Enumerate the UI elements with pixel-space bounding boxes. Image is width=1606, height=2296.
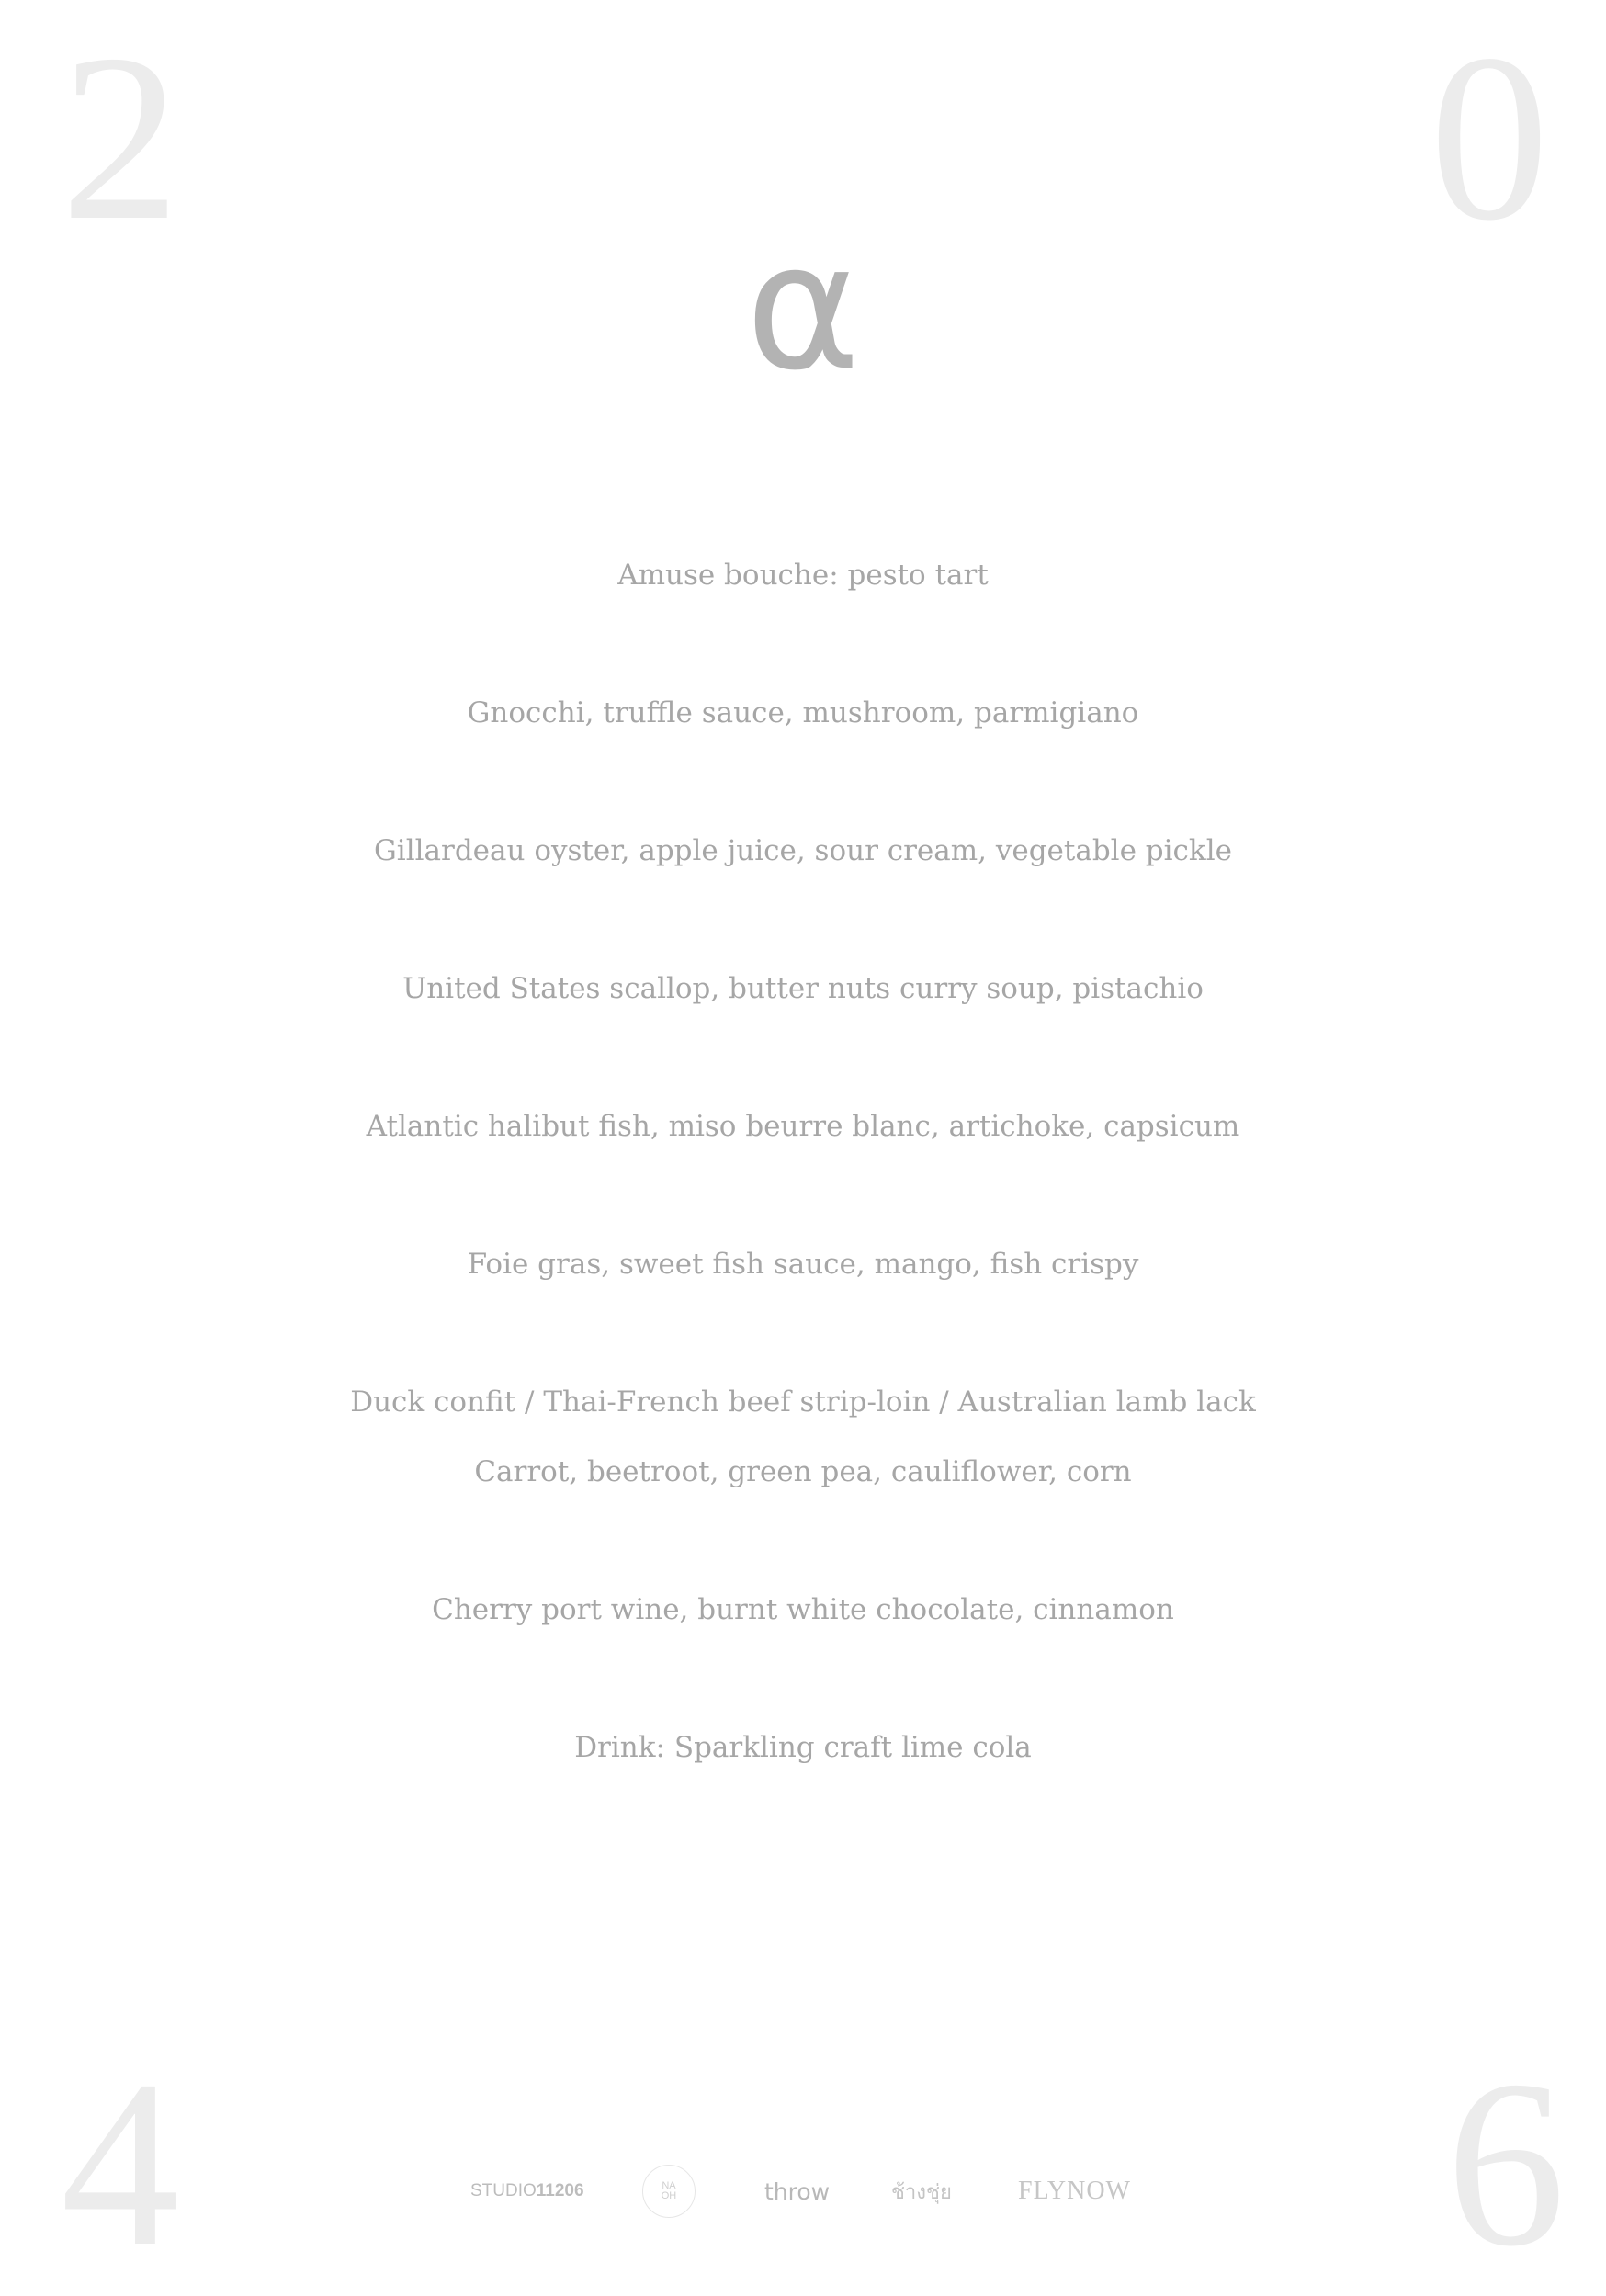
throw-logo: throw (764, 2177, 831, 2205)
circle-logo-ring (642, 2165, 696, 2218)
sponsor-logos (0, 2159, 1606, 2223)
corner-numeral-top-right: 0 (1430, 6, 1549, 270)
studio-logo-number: 11206 (536, 2181, 584, 2200)
menu-item-foie-gras: Foie gras, sweet fish sauce, mango, fish crispy (467, 1248, 1139, 1281)
menu-item-main-course: Duck confit / Thai-French beef strip-loin / Australian lamb lack (350, 1386, 1256, 1419)
corner-numeral-bottom-right: 6 (1446, 2031, 1566, 2296)
menu-item-gnocchi: Gnocchi, truffle sauce, mushroom, parmigiano (467, 696, 1139, 730)
alpha-symbol: α (745, 206, 861, 409)
circle-logo-text: NA OH (661, 2180, 677, 2201)
circle-logo (642, 2159, 697, 2223)
menu-item-amuse-bouche: Amuse bouche: pesto tart (617, 559, 989, 592)
menu-item-drink: Drink: Sparkling craft lime cola (574, 1731, 1032, 1764)
studio-logo-prefix: STUDIO (470, 2181, 537, 2200)
menu-item-main-sides: Carrot, beetroot, green pea, cauliflower, corn (474, 1455, 1132, 1488)
corner-numeral-bottom-left: 4 (61, 2031, 180, 2296)
flynow-logo: FLYNOW (1018, 2177, 1131, 2205)
thai-script-logo: ช้างชุ่ย (891, 2180, 952, 2204)
menu-item-oyster: Gillardeau oyster, apple juice, sour cream, vegetable pickle (374, 834, 1232, 867)
corner-numeral-top-left: 2 (61, 6, 180, 270)
menu-item-dessert: Cherry port wine, burnt white chocolate, cinnamon (432, 1593, 1174, 1626)
menu-item-halibut: Atlantic halibut fish, miso beurre blanc, artichoke, capsicum (366, 1110, 1240, 1143)
studio-11206-logo (470, 2159, 584, 2223)
menu-item-scallop: United States scallop, butter nuts curry soup, pistachio (402, 972, 1204, 1005)
